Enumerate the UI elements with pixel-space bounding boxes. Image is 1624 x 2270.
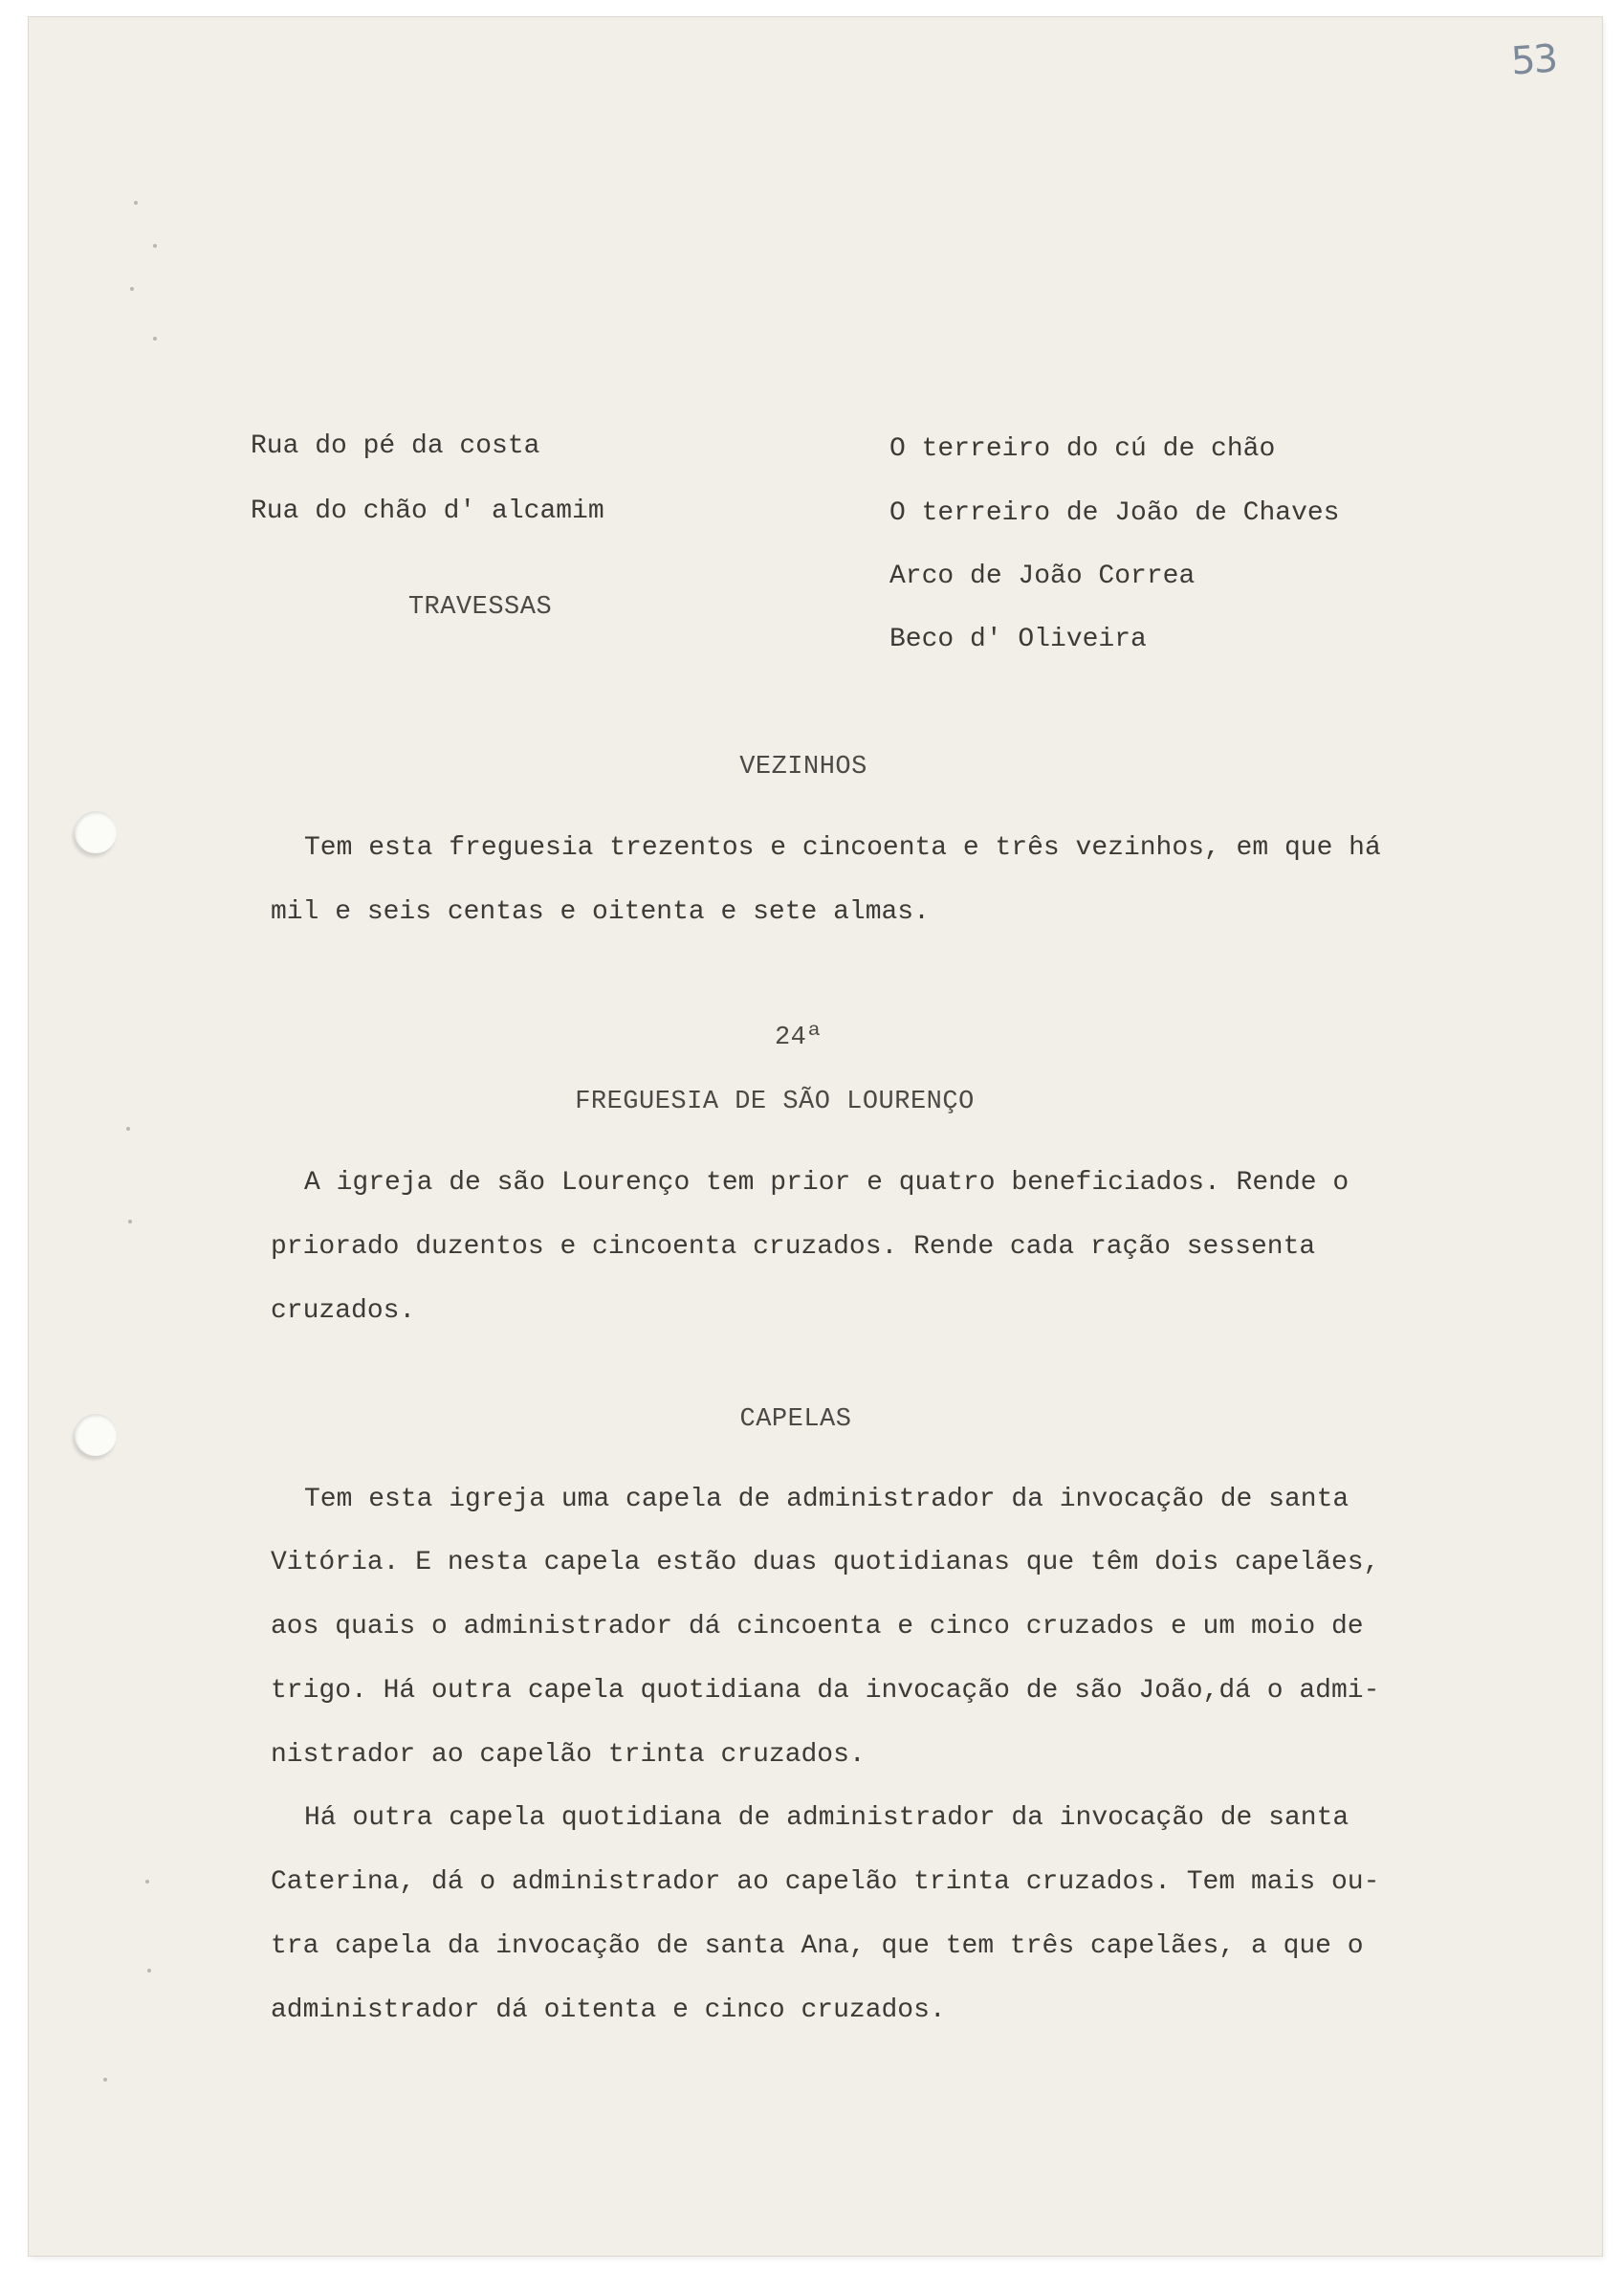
capelas-line-7: Caterina, dá o administrador ao capelão trinta cruzados. Tem mais ou- (271, 1867, 1380, 1897)
capelas-heading: CAPELAS (739, 1405, 852, 1434)
document-page (29, 17, 1602, 2256)
street-right-2: O terreiro de João de Chaves (889, 498, 1340, 528)
paper-speck (153, 337, 157, 341)
paper-speck (145, 1880, 149, 1884)
street-right-4: Beco d' Oliveira (889, 625, 1147, 654)
parish-line-1: A igreja de são Lourenço tem prior e quatro beneficiados. Rende o (304, 1168, 1350, 1198)
punch-hole-upper (75, 811, 117, 853)
paper-speck (126, 1127, 130, 1131)
capelas-line-5: nistrador ao capelão trinta cruzados. (271, 1740, 866, 1770)
capelas-line-2: Vitória. E nesta capela estão duas quotidianas que têm dois capelães, (271, 1548, 1380, 1577)
street-left-1: Rua do pé da costa (251, 431, 540, 461)
capelas-line-4: trigo. Há outra capela quotidiana da invocação de são João,dá o admi- (271, 1676, 1380, 1706)
street-left-2: Rua do chão d' alcamim (251, 496, 604, 526)
paper-speck (103, 2078, 107, 2082)
capelas-line-9: administrador dá oitenta e cinco cruzados. (271, 1995, 946, 2025)
paper-speck (134, 201, 138, 205)
capelas-line-3: aos quais o administrador dá cincoenta e cinco cruzados e um moio de (271, 1612, 1364, 1642)
capelas-line-1: Tem esta igreja uma capela de administrador da invocação de santa (304, 1485, 1350, 1514)
paper-speck (153, 244, 157, 248)
parish-title: FREGUESIA DE SÃO LOURENÇO (575, 1088, 975, 1116)
parish-line-3: cruzados. (271, 1296, 416, 1326)
vezinhos-line-2: mil e seis centas e oitenta e sete almas. (271, 897, 930, 927)
parish-line-2: priorado duzentos e cincoenta cruzados. Rende cada ração sessenta (271, 1232, 1316, 1262)
punch-hole-lower (75, 1414, 117, 1456)
paper-speck (128, 1220, 132, 1223)
parish-number: 24ª (774, 1024, 823, 1052)
page-number: 53 (1509, 36, 1558, 84)
vezinhos-line-1: Tem esta freguesia trezentos e cincoenta e três vezinhos, em que há (304, 833, 1381, 863)
vezinhos-heading: VEZINHOS (739, 753, 867, 782)
capelas-line-6: Há outra capela quotidiana de administrador da invocação de santa (304, 1803, 1350, 1833)
paper-speck (130, 287, 134, 291)
travessas-heading: TRAVESSAS (407, 593, 553, 622)
street-right-3: Arco de João Correa (889, 562, 1196, 591)
street-right-1: O terreiro do cú de chão (889, 434, 1276, 464)
paper-speck (147, 1969, 151, 1972)
capelas-line-8: tra capela da invocação de santa Ana, que tem três capelães, a que o (271, 1931, 1364, 1961)
